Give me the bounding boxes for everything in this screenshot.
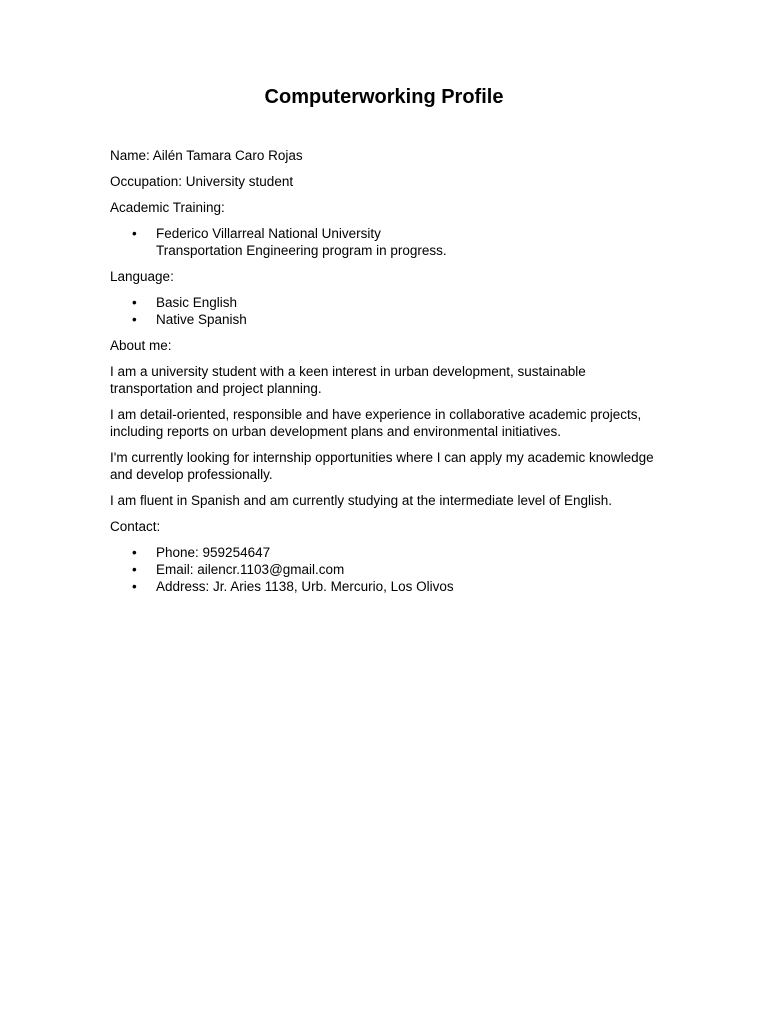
bullet-icon: • <box>132 579 137 594</box>
language-item: Native Spanish <box>156 312 247 327</box>
list-item <box>110 225 658 259</box>
about-paragraph: I am fluent in Spanish and am currently studying at the intermediate level of English. <box>110 493 613 508</box>
program-name: Transportation Engineering program in progress. <box>156 243 447 258</box>
document-body <box>110 147 658 595</box>
bullet-icon: • <box>132 312 137 327</box>
contact-heading: Contact: <box>110 519 161 534</box>
list-item <box>110 544 658 561</box>
bullet-icon: • <box>132 226 137 241</box>
contact-phone: Phone: 959254647 <box>156 545 271 560</box>
name-line: Name: Ailén Tamara Caro Rojas <box>110 148 303 163</box>
university-name: Federico Villarreal National University <box>156 226 381 241</box>
bullet-icon: • <box>132 562 137 577</box>
language-list <box>110 294 658 328</box>
list-item <box>110 578 658 595</box>
page-title: Computerworking Profile <box>264 86 504 108</box>
academic-list <box>110 225 658 259</box>
about-paragraph: I am a university student with a keen interest in urban development, sustainable transportation and project planning. <box>110 364 586 396</box>
about-paragraph: I am detail-oriented, responsible and have experience in collaborative academic projects, including reports on urban development plans and environmental initiatives. <box>110 407 642 439</box>
about-heading: About me: <box>110 338 172 353</box>
contact-list <box>110 544 658 595</box>
language-heading: Language: <box>110 269 174 284</box>
about-paragraph: I'm currently looking for internship opportunities where I can apply my academic knowledge and develop professionally. <box>110 450 654 482</box>
language-item: Basic English <box>156 295 238 310</box>
academic-heading: Academic Training: <box>110 200 225 215</box>
list-item <box>110 561 658 578</box>
bullet-icon: • <box>132 295 137 310</box>
document-page <box>110 84 658 604</box>
occupation-line: Occupation: University student <box>110 174 294 189</box>
contact-email: Email: ailencr.1103@gmail.com <box>156 562 345 577</box>
list-item <box>110 294 658 311</box>
list-item <box>110 311 658 328</box>
bullet-icon: • <box>132 545 137 560</box>
contact-address: Address: Jr. Aries 1138, Urb. Mercurio, Los Olivos <box>156 579 454 594</box>
